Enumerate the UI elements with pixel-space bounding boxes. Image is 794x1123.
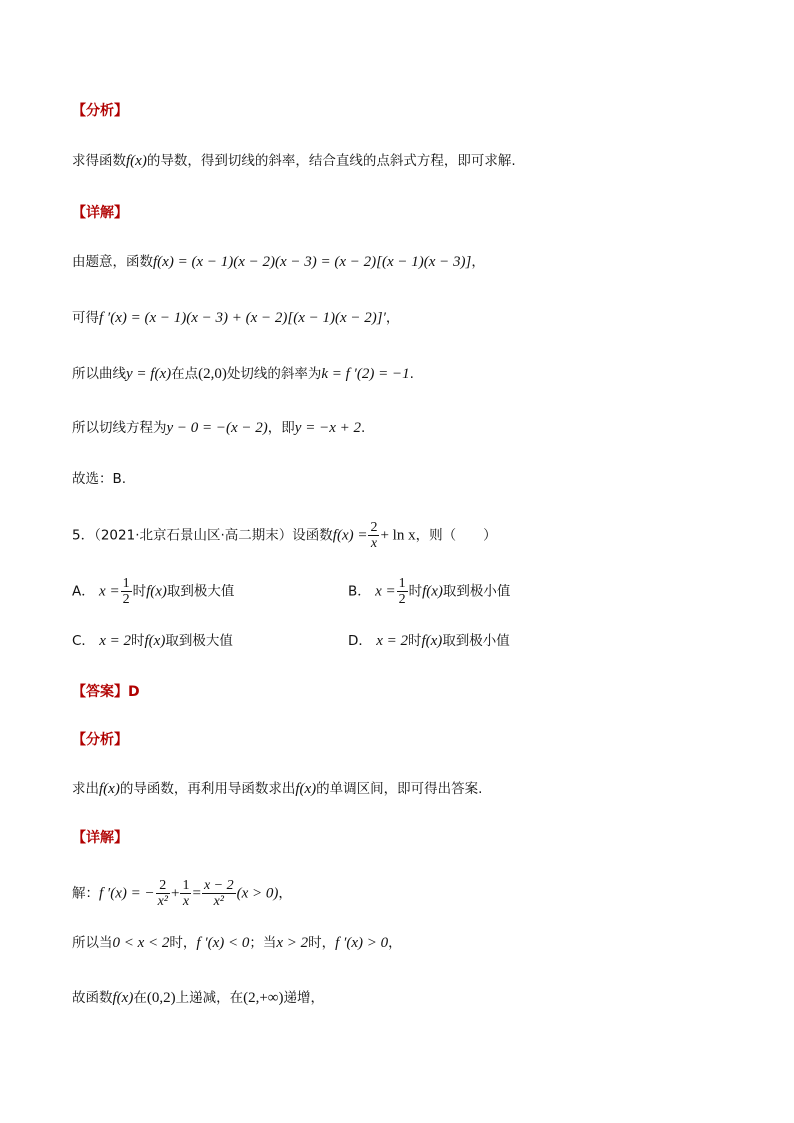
detail-line-2: 可得f ′(x) = (x − 1)(x − 3) + (x − 2)[(x − 1)(x − 2)]′， bbox=[72, 310, 400, 326]
option-b[interactable]: B． x = $\frac{1}{2}$ 时f(x)取到极小值 bbox=[348, 576, 511, 607]
solution-line-2: 所以当0 < x < 2时，f ′(x) < 0；当x > 2时，f ′(x) > 0， bbox=[72, 935, 402, 951]
fraction: $\frac{2}{\text{x²}}$ bbox=[157, 878, 169, 909]
choose-line: 故选：B. bbox=[72, 471, 127, 487]
detail-heading-1: 【详解】 bbox=[72, 205, 128, 221]
analysis-heading-2: 【分析】 bbox=[72, 732, 128, 748]
fraction: $\frac{2}{x}$ bbox=[370, 520, 378, 551]
detail-line-3: 所以曲线y = f(x)在点(2,0)处切线的斜率为k = f ′(2) = −1. bbox=[72, 366, 414, 382]
detail-line-4: 所以切线方程为y − 0 = −(x − 2)，即y = −x + 2. bbox=[72, 420, 366, 436]
analysis-text-1: 求得函数f(x)的导数，得到切线的斜率，结合直线的点斜式方程，即可求解. bbox=[72, 153, 516, 169]
fraction: $\frac{1}{2}$ bbox=[398, 576, 406, 607]
math-expression: f ′(x) = (x − 1)(x − 3) + (x − 2)[(x − 1)(x − 2)]′ bbox=[99, 310, 386, 326]
fraction: $\frac{1}{2}$ bbox=[122, 576, 130, 607]
option-a[interactable]: A． x = $\frac{1}{2}$ 时f(x)取到极大值 bbox=[72, 576, 235, 607]
question-5-stem: 5．（2021·北京石景山区·高二期末）设函数f(x) = $\frac{2}{x}$ + ln x，则（ ） bbox=[72, 520, 497, 551]
detail-heading-2: 【详解】 bbox=[72, 830, 128, 846]
analysis-text-2: 求出f(x)的导函数，再利用导函数求出f(x)的单调区间，即可得出答案. bbox=[72, 781, 483, 797]
detail-line-1: 由题意，函数f(x) = (x − 1)(x − 2)(x − 3) = (x − 2)[(x − 1)(x − 3)]， bbox=[72, 254, 485, 270]
solution-line-3: 故函数f(x)在(0,2)上递减，在(2,+∞)递增， bbox=[72, 990, 324, 1006]
math-expression: f(x) = (x − 1)(x − 2)(x − 3) = (x − 2)[(x − 1)(x − 3)] bbox=[153, 254, 472, 270]
fraction: $\frac{x - 2}{\text{x²}}$ bbox=[203, 878, 234, 909]
option-d[interactable]: D． x = 2时f(x)取到极小值 bbox=[348, 633, 510, 649]
fraction: $\frac{1}{x}$ bbox=[182, 878, 190, 909]
analysis-heading-1: 【分析】 bbox=[72, 103, 128, 119]
option-c[interactable]: C． x = 2时f(x)取到极大值 bbox=[72, 633, 233, 649]
answer-line: 【答案】D bbox=[72, 684, 140, 700]
math-fx: f(x) bbox=[126, 153, 147, 169]
solution-line-1: 解：f ′(x) = − $\frac{2}{\text{x²}}$ + $\frac{1}{x}$ = $\frac{x - 2}{\text{x²}}$ (x > 0)， bbox=[72, 878, 292, 909]
